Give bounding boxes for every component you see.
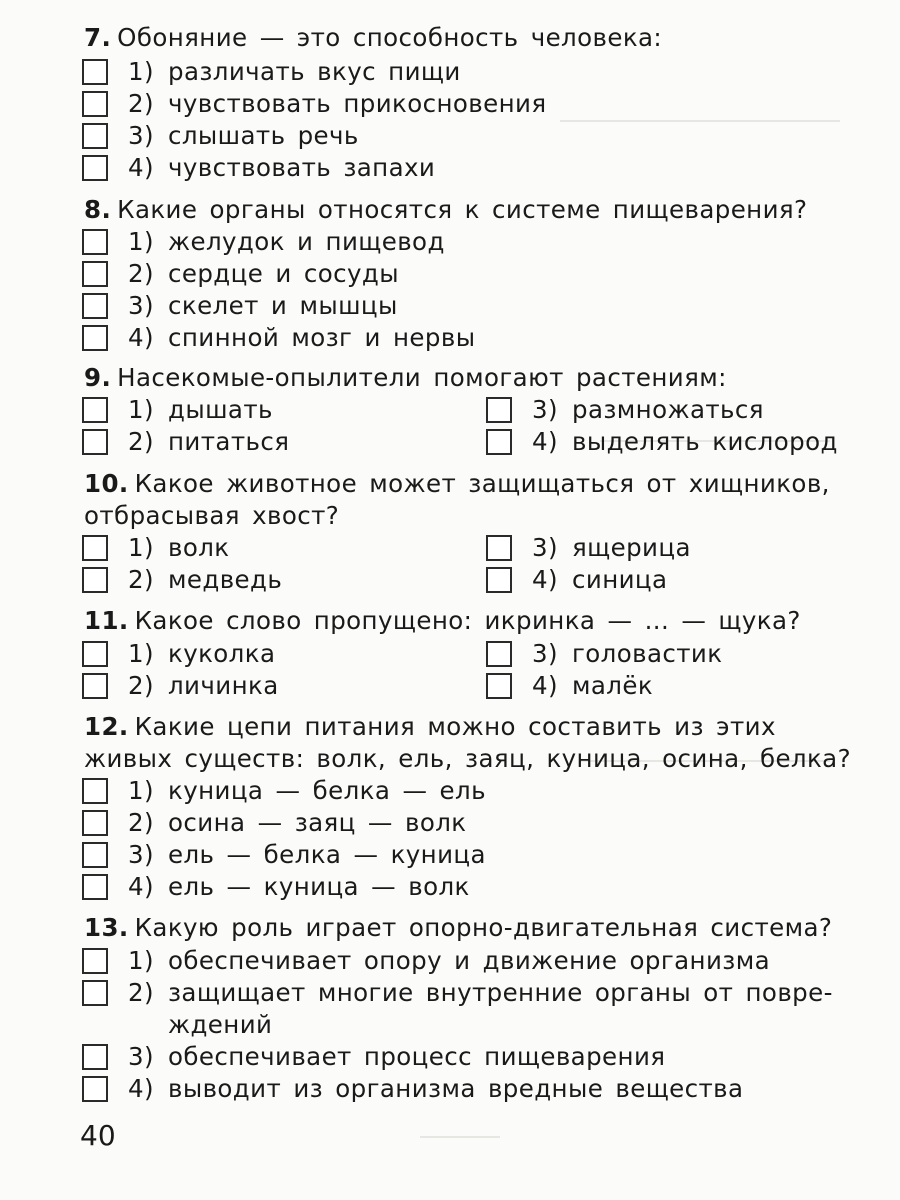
option-number: 1) [128, 639, 154, 668]
option-number: 2) [128, 565, 154, 594]
option-text: головастик [572, 639, 723, 668]
answer-checkbox[interactable] [82, 59, 108, 85]
answer-checkbox[interactable] [82, 842, 108, 868]
answer-checkbox[interactable] [82, 261, 108, 287]
option-text: чувствовать прикосновения [168, 89, 547, 118]
option-number: 4) [532, 565, 558, 594]
option-number: 1) [128, 57, 154, 86]
answer-checkbox[interactable] [82, 641, 108, 667]
question-7-title [84, 22, 860, 54]
option-number: 2) [128, 89, 154, 118]
answer-checkbox[interactable] [82, 948, 108, 974]
option-number: 2) [128, 427, 154, 456]
answer-checkbox[interactable] [486, 673, 512, 699]
option-text: питаться [168, 427, 290, 456]
answer-checkbox[interactable] [82, 123, 108, 149]
question-12-title [84, 711, 854, 775]
option-number: 2) [128, 808, 154, 837]
answer-checkbox[interactable] [82, 810, 108, 836]
option-number: 4) [128, 323, 154, 352]
option-number: 4) [532, 427, 558, 456]
answer-checkbox[interactable] [82, 1044, 108, 1070]
option-number: 2) [128, 671, 154, 700]
option-text: желудок и пищевод [168, 227, 445, 256]
option-number: 3) [532, 639, 558, 668]
question-8-title [84, 194, 860, 226]
answer-checkbox[interactable] [486, 567, 512, 593]
option-text: спинной мозг и нервы [168, 323, 476, 352]
answer-checkbox[interactable] [486, 429, 512, 455]
question-11-title [84, 605, 860, 637]
question-number: 11. [84, 606, 129, 635]
option-text: защищает многие внутренние органы от повре- ждений [168, 978, 833, 1039]
option-number: 3) [128, 121, 154, 150]
question-text: Обоняние — это способность человека: [117, 23, 663, 52]
question-text: Какие цепи питания можно составить из этих живых существ: волк, ель, заяц, куница, осина, белка? [84, 712, 851, 773]
option-text: ель — белка — куница [168, 840, 486, 869]
option-number: 4) [128, 153, 154, 182]
answer-checkbox[interactable] [486, 535, 512, 561]
option-text: различать вкус пищи [168, 57, 461, 86]
option-text: выводит из организма вредные вещества [168, 1074, 744, 1103]
option-number: 1) [128, 946, 154, 975]
option-text: чувствовать запахи [168, 153, 436, 182]
question-number: 8. [84, 195, 112, 224]
option-text: ель — куница — волк [168, 872, 470, 901]
question-number: 7. [84, 23, 112, 52]
option-number: 2) [128, 259, 154, 288]
answer-checkbox[interactable] [82, 91, 108, 117]
option-text: куница — белка — ель [168, 776, 486, 805]
option-text: слышать речь [168, 121, 359, 150]
question-13-title [84, 912, 860, 944]
option-number: 1) [128, 533, 154, 562]
answer-checkbox[interactable] [82, 980, 108, 1006]
option-text: малёк [572, 671, 654, 700]
option-text: личинка [168, 671, 279, 700]
question-text: Какие органы относятся к системе пищеварения? [117, 195, 808, 224]
option-text: медведь [168, 565, 283, 594]
question-number: 10. [84, 469, 129, 498]
option-text: волк [168, 533, 230, 562]
option-number: 3) [128, 1042, 154, 1071]
answer-checkbox[interactable] [82, 778, 108, 804]
page-number: 40 [80, 1119, 116, 1152]
option-number: 1) [128, 227, 154, 256]
answer-checkbox[interactable] [82, 325, 108, 351]
answer-checkbox[interactable] [82, 293, 108, 319]
answer-checkbox[interactable] [486, 397, 512, 423]
option-text: осина — заяц — волк [168, 808, 467, 837]
answer-checkbox[interactable] [82, 535, 108, 561]
answer-checkbox[interactable] [82, 229, 108, 255]
answer-checkbox[interactable] [486, 641, 512, 667]
question-text: Какое слово пропущено: икринка — ... — щука? [134, 606, 801, 635]
option-text: обеспечивает процесс пищеварения [168, 1042, 666, 1071]
answer-checkbox[interactable] [82, 874, 108, 900]
question-number: 12. [84, 712, 129, 741]
question-text: Какую роль играет опорно-двигательная система? [134, 913, 833, 942]
bleed-through-line [560, 120, 840, 122]
option-text: сердце и сосуды [168, 259, 399, 288]
question-10-title [84, 468, 854, 532]
option-text: синица [572, 565, 668, 594]
option-number: 1) [128, 395, 154, 424]
bleed-through-line [420, 1136, 500, 1138]
answer-checkbox[interactable] [82, 567, 108, 593]
option-text: куколка [168, 639, 276, 668]
question-text: Насекомые-опылители помогают растениям: [117, 363, 727, 392]
option-text: дышать [168, 395, 273, 424]
option-number: 4) [128, 1074, 154, 1103]
option-text: размножаться [572, 395, 764, 424]
question-number: 9. [84, 363, 112, 392]
option-number: 4) [532, 671, 558, 700]
answer-checkbox[interactable] [82, 397, 108, 423]
option-text: ящерица [572, 533, 691, 562]
question-9-title [84, 362, 860, 394]
option-number: 3) [532, 395, 558, 424]
answer-checkbox[interactable] [82, 429, 108, 455]
answer-checkbox[interactable] [82, 155, 108, 181]
question-text: Какое животное может защищаться от хищников, отбрасывая хвост? [84, 469, 830, 530]
answer-checkbox[interactable] [82, 673, 108, 699]
option-number: 3) [532, 533, 558, 562]
option-text: обеспечивает опору и движение организма [168, 946, 771, 975]
option-text: скелет и мышцы [168, 291, 398, 320]
question-number: 13. [84, 913, 129, 942]
option-text: выделять кислород [572, 427, 838, 456]
answer-checkbox[interactable] [82, 1076, 108, 1102]
option-number: 3) [128, 291, 154, 320]
option-number: 1) [128, 776, 154, 805]
option-number: 3) [128, 840, 154, 869]
option-number: 4) [128, 872, 154, 901]
option-number: 2) [128, 978, 154, 1007]
